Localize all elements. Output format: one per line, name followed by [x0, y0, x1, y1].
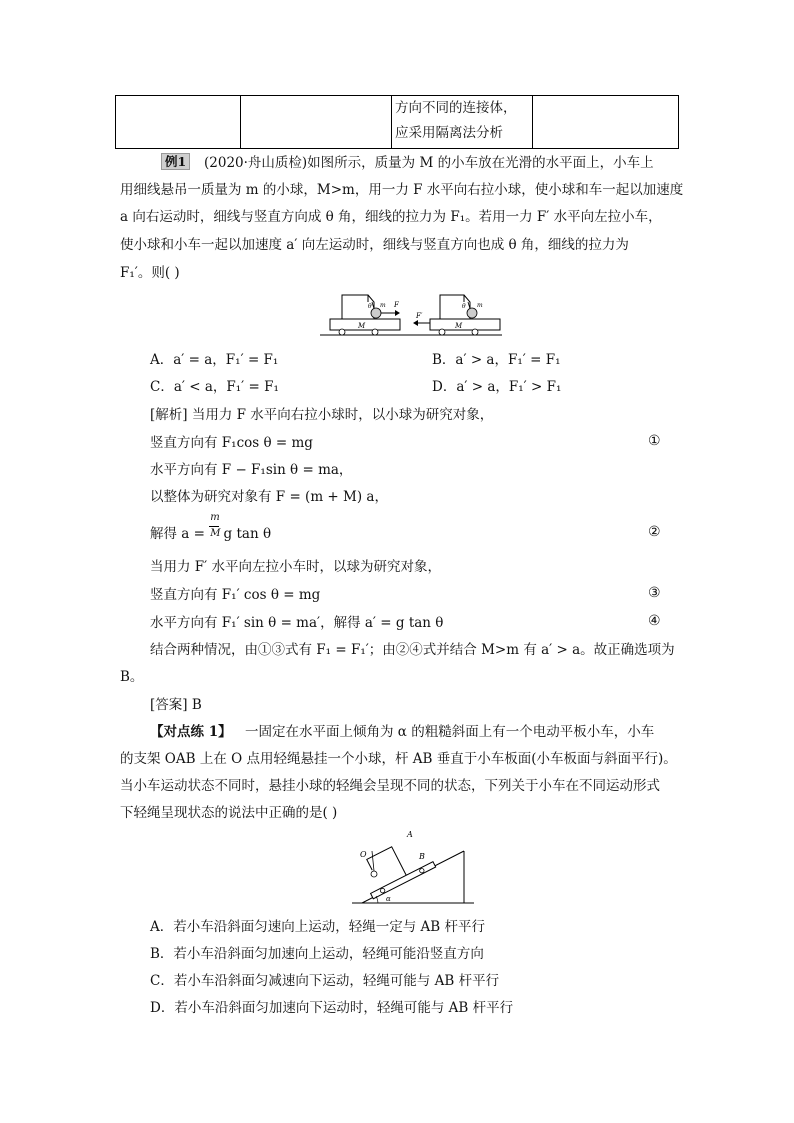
- cart-1: [330, 295, 400, 335]
- practice-label: 【对点练 1】: [150, 724, 232, 740]
- fraction-numerator: m: [210, 511, 220, 523]
- practice-figure: [352, 823, 474, 908]
- analysis-line: 结合两种情况，由①③式有 F₁ = F₁′；由②④式并结合 M>m 有 a′ > a。故正确选项为: [150, 642, 675, 658]
- option-d: D．a′ > a，F₁′ > F₁: [432, 379, 562, 395]
- hanging-ball: [371, 871, 377, 877]
- equation-mark: ②: [648, 524, 661, 540]
- option-b: B．a′ > a，F₁′ = F₁: [432, 352, 561, 368]
- practice-line: 的支架 OAB 上在 O 点用轻绳悬挂一个小球，杆 AB 垂直于小车板面(小车板面与斜面平行)。: [120, 751, 677, 767]
- option-c: C．a′ < a，F₁′ = F₁: [150, 379, 279, 395]
- ball-1: [371, 308, 381, 318]
- label-F: F: [394, 301, 399, 309]
- table-cell: [241, 96, 392, 149]
- equation-mark: ③: [648, 585, 661, 601]
- practice-option-a: A．若小车沿斜面匀速向上运动，轻绳一定与 AB 杆平行: [150, 919, 486, 935]
- analysis-line: 水平方向有 F − F₁sin θ = ma，: [150, 462, 353, 478]
- label-alpha: α: [386, 895, 391, 903]
- example-line: F₁′。则( ): [120, 265, 180, 281]
- example-line: 用细线悬吊一质量为 m 的小球，M>m，用一力 F 水平向右拉小球，使小球和车一起以加速度: [120, 182, 684, 198]
- top-table: [115, 95, 679, 149]
- practice-option-d: D．若小车沿斜面匀加速向下运动时，轻绳可能与 AB 杆平行: [150, 1000, 514, 1016]
- label-B: B: [419, 852, 425, 861]
- practice-line: 一固定在水平面上倾角为 α 的粗糙斜面上有一个电动平板小车，小车: [245, 724, 655, 740]
- label-M-2: M: [455, 322, 463, 330]
- analysis-line: [150, 511, 272, 545]
- analysis-line: 以整体为研究对象有 F = (m + M) a，: [150, 489, 388, 505]
- example-label: 例1: [161, 152, 190, 172]
- equation-mark: ①: [648, 433, 661, 449]
- table-cell: [533, 96, 679, 149]
- analysis-line: B。: [120, 669, 144, 685]
- analysis-line: 竖直方向有 F₁cos θ = mg: [150, 435, 313, 451]
- table-cell-text-line2: 应采用隔离法分析: [395, 125, 503, 141]
- table-row: [116, 96, 679, 149]
- fraction-suffix: g tan θ: [223, 526, 272, 542]
- fraction-prefix: 解得 a =: [150, 526, 205, 542]
- label-O: O: [360, 850, 367, 859]
- practice-option-b: B．若小车沿斜面匀加速向上运动，轻绳可能沿竖直方向: [150, 946, 484, 962]
- example-figure: [320, 290, 502, 342]
- option-a: A．a′ = a，F₁′ = F₁: [150, 352, 279, 368]
- analysis-line: 水平方向有 F₁′ sin θ = ma′，解得 a′ = g tan θ: [150, 615, 444, 631]
- fraction: [209, 511, 221, 545]
- fraction-denominator: M: [210, 527, 221, 539]
- analysis-line: [解析] 当用力 F 水平向右拉小球时，以小球为研究对象，: [150, 407, 494, 423]
- answer: [答案] B: [150, 697, 202, 713]
- example-line: (2020·舟山质检)如图所示，质量为 M 的小车放在光滑的水平面上，小车上: [204, 155, 654, 171]
- ball-2: [467, 308, 477, 318]
- rope: [372, 851, 374, 871]
- table-cell: [116, 96, 241, 149]
- label-theta-2: θ: [462, 303, 466, 310]
- label-m-2: m: [477, 302, 483, 309]
- fraction-bar: [209, 526, 219, 527]
- table-cell: [392, 96, 533, 149]
- table-cell-text-line1: 方向不同的连接体，: [395, 100, 517, 116]
- label-M-1: M: [358, 322, 366, 330]
- example-line: a 向右运动时，细线与竖直方向成 θ 角，细线的拉力为 F₁。若用一力 F′ 水平向左拉小车，: [120, 209, 662, 225]
- practice-line: 下轻绳呈现状态的说法中正确的是( ): [120, 805, 338, 821]
- label-F-prime: F′: [416, 312, 423, 320]
- cart-2: [413, 295, 500, 335]
- practice-option-c: C．若小车沿斜面匀减速向下运动，轻绳可能与 AB 杆平行: [150, 973, 500, 989]
- label-m-1: m: [380, 302, 386, 309]
- practice-line: 当小车运动状态不同时，悬挂小球的轻绳会呈现不同的状态，下列关于小车在不同运动形式: [120, 778, 660, 794]
- analysis-line: 竖直方向有 F₁′ cos θ = mg: [150, 587, 321, 603]
- example-line: 使小球和小车一起以加速度 a′ 向左运动时，细线与竖直方向也成 θ 角，细线的拉力为: [120, 237, 629, 253]
- analysis-line: 当用力 F′ 水平向左拉小车时，以球为研究对象，: [150, 559, 442, 575]
- label-A: A: [407, 830, 413, 839]
- incline-cart: [356, 833, 436, 899]
- equation-mark: ④: [648, 613, 661, 629]
- label-theta-1: θ: [368, 303, 372, 310]
